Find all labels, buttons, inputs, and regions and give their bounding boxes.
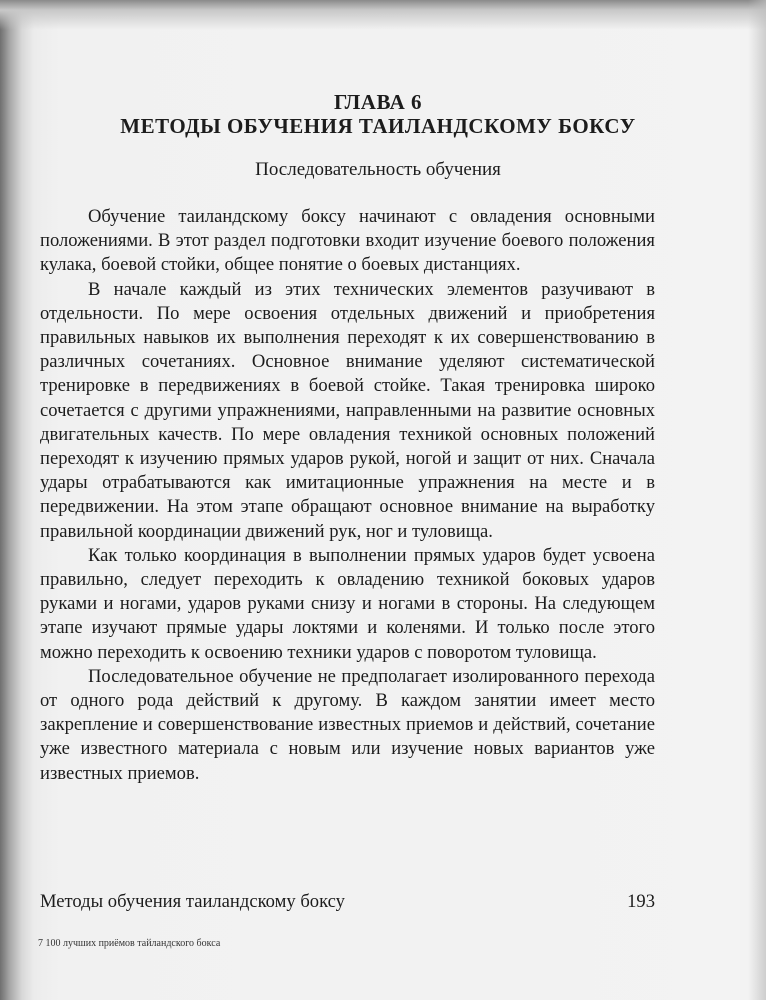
section-title: Последовательность обучения [255,159,501,180]
paragraph: Обучение таиландскому боксу начинают с овладения основными положениями. В этот раздел подготовки входит изучение боевого положения кулака, боевой стойки, общее понятие о боевых дистанциях. [40,206,655,276]
paragraph: Последовательное обучение не предполагает изолированного перехода от одного рода действий к другому. В каждом занятии имеет место закрепление и совершенствование известных приемов и действий, сочетание уже известного материала с новым или изучение новых вариантов уже известных приемов. [40,665,655,784]
scan-top-shadow [0,0,766,30]
chapter-title: МЕТОДЫ ОБУЧЕНИЯ ТАИЛАНДСКОМУ БОКСУ [120,114,636,138]
chapter-number: ГЛАВА 6 [333,90,423,114]
running-footer-title: Методы обучения таиландскому боксу [40,891,345,912]
paragraph: Как только координация в выполнении прямых ударов будет усвоена правильно, следует переходить к овладению техникой боковых ударов руками и ногами, ударов руками снизу и ногами в стороны. На следующем этапе изучают прямые удары локтями и коленями. И только после этого можно переходить к освоению техники ударов с поворотом туловища. [40,544,655,663]
paragraph: В начале каждый из этих технических элементов разучивают в отдельности. По мере освоения отдельных движений и приобретения правильных навыков их выполнения переходят к их совершенствованию в различных сочетаниях. Основное внимание уделяют систематической тренировке в передвижениях в боевой стойке. Такая тренировка широко сочетается с другими упражнениями, направленными на развитие основных двигательных качеств. По мере овладения техникой основных положений переходят к изучению прямых ударов рукой, ногой и защит от них. Сначала удары отрабатываются как имитационные упражнения на месте и в передвижении. На этом этапе обращают основное внимание на выработку правильной координации движений рук, ног и туловища. [40,278,655,542]
page-number: 193 [627,891,655,912]
print-signature-note: 7 100 лучших приёмов тайландского бокса [38,938,221,949]
body-text [40,205,655,786]
scan-right-shadow [748,0,766,1000]
